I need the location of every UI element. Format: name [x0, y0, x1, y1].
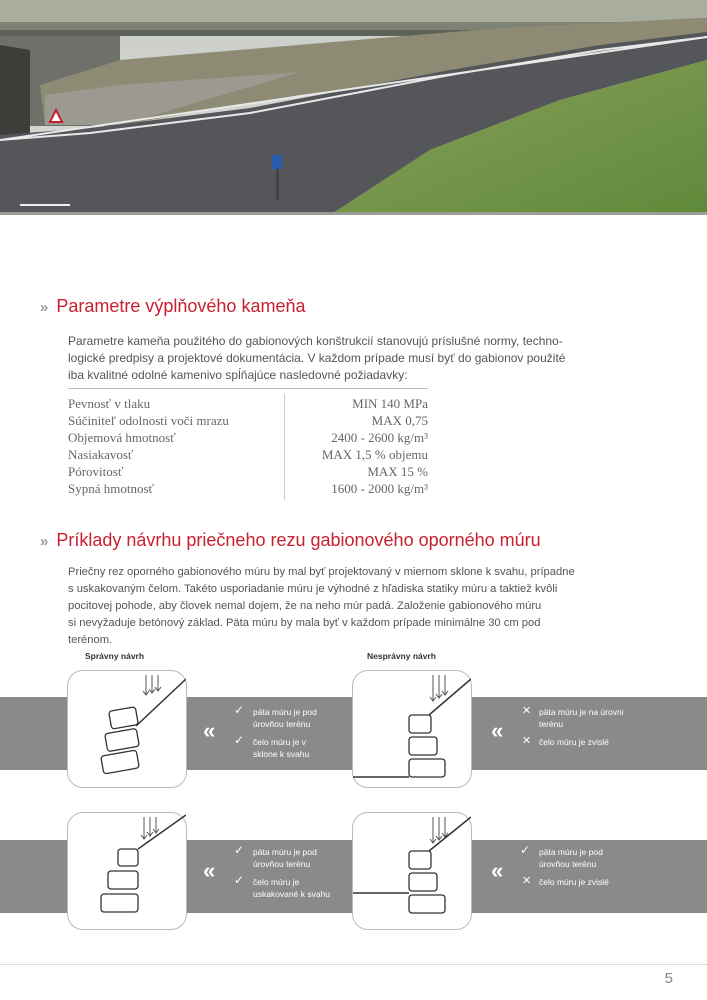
row2-correct-notes	[234, 843, 331, 906]
cross-icon: ✕	[522, 875, 532, 887]
note-line: uskakované k svahu	[253, 889, 331, 899]
list-item	[520, 876, 609, 888]
paragraph-line: s uskakovaným čelom. Takéto usporiadanie múru je výhodné z hľadiska statiky múru a taktiež kvôli	[68, 583, 558, 595]
chevron-right-icon: »	[40, 299, 47, 316]
param-value: 2400 - 2600 kg/m³	[331, 430, 428, 445]
param-label: Sypná hmotnosť	[68, 481, 155, 496]
diagram-incorrect-vertical-buried	[352, 812, 472, 930]
list-item	[234, 843, 330, 870]
table-row	[68, 412, 428, 429]
list-item	[520, 843, 609, 870]
paragraph-line: iba kvalitné odolné kamenivo spĺňajúce nasledovné požiadavky:	[68, 368, 408, 382]
param-value: MAX 1,5 % objemu	[321, 447, 428, 462]
check-icon: ✓	[234, 733, 245, 747]
row1-correct-notes	[234, 703, 317, 766]
incorrect-design-label: Nesprávny návrh	[367, 651, 436, 661]
correct-design-label: Správny návrh	[85, 651, 145, 661]
cross-icon: ✕	[522, 735, 532, 747]
param-value: MAX 0,75	[371, 413, 428, 428]
paragraph-line: Parametre kameňa použitého do gabionových konštrukcií stanovujú príslušné normy, techno-	[68, 334, 563, 348]
diagram-correct-sloped	[67, 670, 187, 788]
list-item	[520, 736, 624, 748]
chevron-right-icon: »	[40, 533, 47, 550]
diagram-correct-stepped	[67, 812, 187, 930]
diagram-incorrect-vertical	[352, 670, 472, 788]
arrow-left-icon: «	[491, 858, 499, 883]
cross-icon: ✕	[522, 705, 532, 717]
table-column-divider	[284, 394, 285, 500]
note-line: terénu	[539, 719, 564, 729]
section-title-text: Parametre výplňového kameňa	[56, 296, 306, 316]
paragraph-line: pocitovej pohode, aby človek nemal dojem, že na neho múr padá. Založenie gabionového múru	[68, 600, 542, 612]
param-label: Pórovitosť	[68, 464, 124, 479]
section-title-text: Príklady návrhu priečneho rezu gabionového oporného múru	[56, 530, 541, 550]
check-icon: ✓	[234, 843, 245, 857]
param-label: Nasiakavosť	[68, 447, 134, 462]
list-item	[520, 706, 624, 730]
list-item	[234, 873, 331, 900]
check-icon: ✓	[234, 703, 245, 717]
note-line: päta múru je pod	[539, 847, 603, 857]
note-line: čelo múru je	[253, 877, 300, 887]
note-line: čelo múru je zvislé	[539, 737, 609, 747]
note-line: päta múru je pod	[253, 707, 317, 717]
table-row	[68, 395, 428, 412]
section-title-examples	[40, 530, 541, 551]
stone-intro-paragraph	[68, 333, 581, 384]
arrow-left-icon: «	[203, 858, 211, 883]
header-photo	[0, 0, 707, 215]
paragraph-line: si nevyžaduje betónový základ. Päta múru by mala byť v každom prípade minimálne 30 cm pod terénom.	[68, 617, 541, 646]
param-label: Objemová hmotnosť	[68, 430, 176, 445]
examples-intro-paragraph	[68, 564, 582, 649]
check-icon: ✓	[520, 843, 531, 857]
note-line: úrovňou terénu	[539, 859, 597, 869]
stone-parameters-table	[68, 388, 428, 497]
row1-incorrect-notes	[520, 706, 624, 754]
note-line: úrovňou terénu	[253, 859, 311, 869]
arrow-left-icon: «	[203, 718, 211, 743]
note-line: čelo múru je v	[253, 737, 306, 747]
param-label: Súčiniteľ odolnosti voči mrazu	[68, 413, 229, 428]
table-row	[68, 446, 428, 463]
param-label: Pevnosť v tlaku	[68, 396, 151, 411]
check-icon: ✓	[234, 873, 245, 887]
note-line: úrovňou terénu	[253, 719, 311, 729]
paragraph-line: Priečny rez oporného gabionového múru by mal byť projektovaný v miernom sklone k svahu, prípadne	[68, 566, 575, 578]
table-row	[68, 480, 428, 497]
paragraph-line: logické predpisy a projektové dokumentácia. V každom prípade musí byť do gabionov použité	[68, 351, 566, 365]
param-value: 1600 - 2000 kg/m³	[331, 481, 428, 496]
table-row	[68, 463, 428, 480]
footer-divider	[0, 964, 707, 965]
arrow-left-icon: «	[491, 718, 499, 743]
section-title-stone	[40, 296, 305, 317]
list-item	[234, 733, 317, 760]
page-number: 5	[664, 970, 673, 987]
row2-incorrect-notes	[520, 843, 609, 894]
param-value: MAX 15 %	[367, 464, 428, 479]
param-value: MIN 140 MPa	[352, 396, 428, 411]
note-line: čelo múru je zvislé	[539, 877, 609, 887]
note-line: päta múru je pod	[253, 847, 317, 857]
note-line: sklone k svahu	[253, 749, 310, 759]
note-line: päta múru je na úrovni	[539, 707, 624, 717]
list-item	[234, 703, 317, 730]
table-row	[68, 429, 428, 446]
